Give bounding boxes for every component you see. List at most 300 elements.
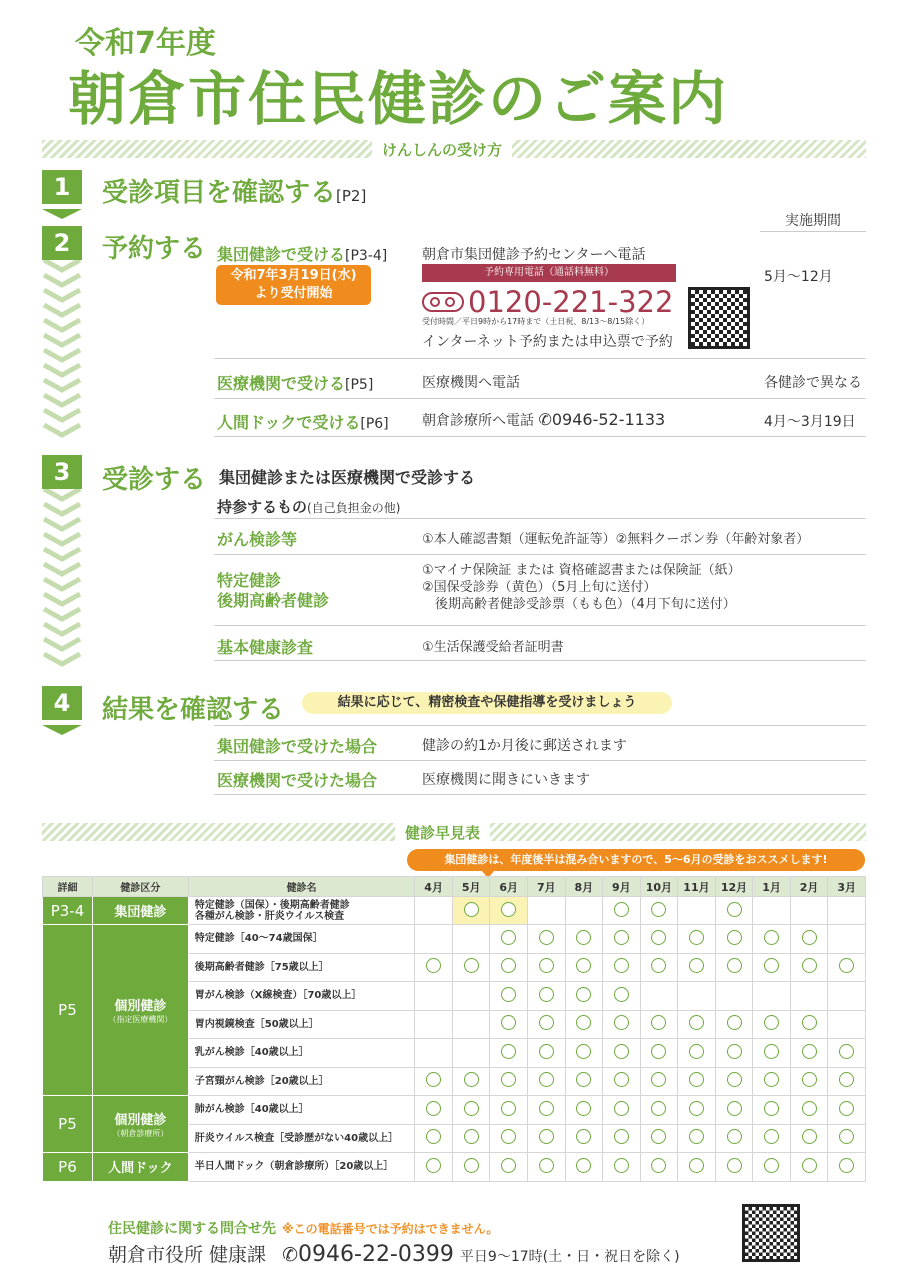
month-cell — [565, 1039, 603, 1068]
available-mark — [802, 958, 817, 973]
available-mark — [501, 902, 516, 917]
available-mark — [614, 1129, 629, 1144]
month-cell — [828, 897, 866, 925]
month-cell — [753, 1153, 791, 1182]
available-mark — [501, 987, 516, 1002]
available-mark — [426, 1129, 441, 1144]
row-name: 特定健診［40～74歳国保］ — [188, 925, 415, 954]
available-mark — [576, 958, 591, 973]
month-header: 8月 — [565, 877, 603, 897]
available-mark — [539, 987, 554, 1002]
month-cell — [415, 1124, 453, 1153]
schedule-table — [42, 876, 866, 1182]
available-mark — [764, 1044, 779, 1059]
month-cell — [603, 1124, 641, 1153]
header-name: 健診名 — [188, 877, 415, 897]
available-mark — [539, 930, 554, 945]
available-mark — [802, 1044, 817, 1059]
month-cell — [565, 897, 603, 925]
table-row — [43, 1096, 866, 1125]
group-reserve-label: 集団健診で受ける[P3-4] — [217, 245, 388, 264]
month-cell — [415, 1096, 453, 1125]
row-name: 後期高齢者健診［75歳以上］ — [188, 953, 415, 982]
month-header: 10月 — [640, 877, 678, 897]
row-name: 胃がん検診（X線検査）［70歳以上］ — [188, 982, 415, 1011]
month-cell — [528, 1039, 566, 1068]
result-group-desc: 健診の約1か月後に郵送されます — [422, 738, 627, 754]
month-cell — [565, 1096, 603, 1125]
available-mark — [802, 930, 817, 945]
month-cell — [828, 1010, 866, 1039]
month-cell — [528, 897, 566, 925]
month-cell — [715, 982, 753, 1011]
web-reserve-text: インターネット予約または申込票で予約 — [422, 334, 673, 350]
phone-icon: ✆ — [282, 1244, 299, 1266]
month-header: 1月 — [753, 877, 791, 897]
available-mark — [576, 930, 591, 945]
month-cell — [715, 897, 753, 925]
row-name: 特定健診（国保）・後期高齢者健診 各種がん検診・肝炎ウイルス検査 — [188, 897, 415, 925]
month-cell — [452, 897, 490, 925]
available-mark — [539, 1158, 554, 1173]
available-mark — [839, 1158, 854, 1173]
row-name: 半日人間ドック（朝倉診療所）［20歳以上］ — [188, 1153, 415, 1182]
month-cell — [528, 1124, 566, 1153]
month-cell — [603, 1153, 641, 1182]
specific-checkup-items: ①マイナ保険証 または 資格確認書または保険証（紙） ②国保受診券（黄色）（5月上旬に送付） 後期高齢者健診受診票（もも色）（4月下旬に送付） — [422, 563, 741, 612]
step3-title: 受診する — [102, 465, 207, 495]
available-mark — [539, 1015, 554, 1030]
available-mark — [426, 1158, 441, 1173]
available-mark — [802, 1101, 817, 1116]
available-mark — [839, 1129, 854, 1144]
reception-start-badge: 令和7年3月19日(水) より受付開始 — [216, 265, 371, 305]
contact-phone[interactable]: 0946-22-0399 — [298, 1242, 454, 1267]
available-mark — [802, 1072, 817, 1087]
month-cell — [603, 925, 641, 954]
available-mark — [802, 1158, 817, 1173]
month-header: 11月 — [678, 877, 716, 897]
month-cell — [415, 1067, 453, 1096]
dock-reserve-label: 人間ドックで受ける[P6] — [217, 413, 389, 432]
month-cell — [640, 1010, 678, 1039]
month-cell — [790, 1039, 828, 1068]
month-cell — [715, 1153, 753, 1182]
available-mark — [689, 930, 704, 945]
month-cell — [452, 1039, 490, 1068]
month-cell — [565, 982, 603, 1011]
contact-hours: 平日9～17時(土・日・祝日を除く) — [459, 1249, 680, 1265]
available-mark — [727, 1101, 742, 1116]
month-cell — [490, 1010, 528, 1039]
step3-lead: 集団健診または医療機関で受診する — [219, 468, 476, 487]
month-cell — [565, 953, 603, 982]
row-name: 肝炎ウイルス検査［受診歴がない40歳以上］ — [188, 1124, 415, 1153]
dedicated-phone-label: 予約専用電話（通話料無料） — [422, 264, 676, 282]
phone-icon: ✆ — [538, 410, 552, 429]
available-mark — [839, 1044, 854, 1059]
available-mark — [727, 1129, 742, 1144]
available-mark — [501, 1158, 516, 1173]
qr-code-icon[interactable] — [688, 287, 750, 349]
month-cell — [603, 1039, 641, 1068]
month-cell — [715, 1039, 753, 1068]
month-cell — [415, 925, 453, 954]
month-cell — [715, 1096, 753, 1125]
month-cell — [528, 1067, 566, 1096]
month-header: 6月 — [490, 877, 528, 897]
table-row — [43, 897, 866, 925]
month-cell — [452, 953, 490, 982]
basic-checkup-label: 基本健康診査 — [217, 638, 314, 657]
available-mark — [727, 1015, 742, 1030]
month-header: 9月 — [603, 877, 641, 897]
available-mark — [614, 958, 629, 973]
month-header: 12月 — [715, 877, 753, 897]
available-mark — [689, 1072, 704, 1087]
month-cell — [415, 897, 453, 925]
available-mark — [539, 958, 554, 973]
month-cell — [753, 925, 791, 954]
month-cell — [490, 897, 528, 925]
row-detail[interactable]: P3-4 — [43, 897, 93, 925]
row-category: 個別健診 （朝倉診療所） — [92, 1096, 188, 1153]
month-cell — [828, 982, 866, 1011]
month-cell — [452, 925, 490, 954]
header-year: 令和7年度 — [75, 26, 216, 61]
clinic-reserve-desc: 医療機関へ電話 — [422, 375, 520, 391]
month-cell — [603, 953, 641, 982]
available-mark — [614, 902, 629, 917]
available-mark — [651, 1158, 666, 1173]
basic-checkup-items: ①生活保護受給者証明書 — [422, 640, 564, 655]
month-cell — [528, 1010, 566, 1039]
month-cell — [640, 925, 678, 954]
month-cell — [490, 925, 528, 954]
available-mark — [727, 1158, 742, 1173]
month-cell — [490, 1039, 528, 1068]
month-cell — [640, 1124, 678, 1153]
month-cell — [452, 1096, 490, 1125]
month-cell — [452, 982, 490, 1011]
month-cell — [828, 953, 866, 982]
row-category: 人間ドック — [92, 1153, 188, 1182]
month-cell — [753, 1010, 791, 1039]
month-cell — [528, 953, 566, 982]
available-mark — [614, 1044, 629, 1059]
available-mark — [614, 930, 629, 945]
row-category: 個別健診 （指定医療機関） — [92, 925, 188, 1096]
contact-heading: 住民健診に関する問合せ先 ※この電話番号では予約はできません。 — [108, 1221, 499, 1237]
month-cell — [640, 1096, 678, 1125]
row-name: 乳がん検診［40歳以上］ — [188, 1039, 415, 1068]
result-group-label: 集団健診で受けた場合 — [217, 737, 378, 756]
month-cell — [415, 982, 453, 1011]
available-mark — [727, 1072, 742, 1087]
result-clinic-desc: 医療機関に聞きにいきます — [422, 772, 590, 788]
month-header: 4月 — [415, 877, 453, 897]
available-mark — [764, 1158, 779, 1173]
row-name: 子宮頸がん検診［20歳以上］ — [188, 1067, 415, 1096]
month-cell — [828, 1067, 866, 1096]
month-header: 5月 — [452, 877, 490, 897]
month-cell — [565, 1153, 603, 1182]
step-marker-4: 4 — [42, 686, 82, 739]
available-mark — [464, 1129, 479, 1144]
month-cell — [603, 982, 641, 1011]
step-marker-2: 2 — [42, 226, 82, 449]
month-cell — [828, 1039, 866, 1068]
available-mark — [576, 1129, 591, 1144]
schedule-notice: 集団健診は、年度後半は混み合いますので、5～6月の受診をおススメします! — [407, 849, 865, 871]
row-detail[interactable]: P5 — [43, 1096, 93, 1153]
month-cell — [678, 1067, 716, 1096]
group-reserve-desc: 朝倉市集団健診予約センターへ電話 — [422, 247, 646, 263]
dock-reserve-desc: 朝倉診療所へ電話 ✆0946-52-1133 — [422, 410, 666, 429]
month-cell — [678, 1010, 716, 1039]
available-mark — [651, 1044, 666, 1059]
month-cell — [490, 1096, 528, 1125]
month-cell — [790, 1153, 828, 1182]
available-mark — [651, 1072, 666, 1087]
reception-hours: 受付時間／平日9時から17時まで（土日祝、8/13～8/15除く） — [422, 317, 650, 326]
available-mark — [839, 958, 854, 973]
available-mark — [614, 1072, 629, 1087]
month-cell — [753, 982, 791, 1011]
available-mark — [501, 930, 516, 945]
available-mark — [651, 958, 666, 973]
available-mark — [689, 1101, 704, 1116]
available-mark — [576, 1072, 591, 1087]
month-cell — [603, 897, 641, 925]
available-mark — [839, 1072, 854, 1087]
available-mark — [501, 958, 516, 973]
available-mark — [764, 930, 779, 945]
month-cell — [452, 1067, 490, 1096]
table-row — [43, 925, 866, 954]
month-cell — [753, 1067, 791, 1096]
available-mark — [501, 1044, 516, 1059]
available-mark — [576, 1101, 591, 1116]
dock-phone[interactable]: 0946-52-1133 — [551, 410, 666, 429]
available-mark — [802, 1129, 817, 1144]
month-cell — [715, 925, 753, 954]
contact-line — [108, 1240, 680, 1267]
month-cell — [603, 1010, 641, 1039]
month-cell — [790, 1124, 828, 1153]
available-mark — [614, 987, 629, 1002]
available-mark — [614, 1101, 629, 1116]
month-cell — [565, 1124, 603, 1153]
row-name: 肺がん検診［40歳以上］ — [188, 1096, 415, 1125]
month-cell — [790, 1096, 828, 1125]
month-cell — [490, 1067, 528, 1096]
available-mark — [614, 1158, 629, 1173]
available-mark — [802, 1015, 817, 1030]
free-dial-icon — [422, 292, 464, 312]
available-mark — [539, 1072, 554, 1087]
month-cell — [452, 1124, 490, 1153]
chevron-trail — [42, 260, 82, 445]
available-mark — [576, 1015, 591, 1030]
month-cell — [790, 1067, 828, 1096]
chevron-trail — [42, 489, 82, 674]
advice-bubble: 結果に応じて、精密検査や保健指導を受けましょう — [302, 692, 672, 714]
footer-qr-code-icon[interactable] — [742, 1204, 800, 1262]
step1-title: 受診項目を確認する[P2] — [102, 178, 367, 208]
month-cell — [452, 1153, 490, 1182]
month-cell — [753, 1124, 791, 1153]
month-cell — [678, 982, 716, 1011]
month-cell — [640, 1067, 678, 1096]
contact-office: 朝倉市役所 健康課 — [108, 1244, 267, 1266]
month-cell — [715, 1067, 753, 1096]
available-mark — [651, 930, 666, 945]
month-cell — [828, 1096, 866, 1125]
available-mark — [689, 1158, 704, 1173]
month-header: 3月 — [828, 877, 866, 897]
available-mark — [464, 958, 479, 973]
month-cell — [678, 1153, 716, 1182]
step2-title: 予約する — [102, 234, 207, 264]
clinic-period: 各健診で異なる — [764, 375, 862, 391]
available-mark — [501, 1101, 516, 1116]
dock-period: 4月～3月19日 — [764, 414, 856, 430]
available-mark — [689, 1044, 704, 1059]
available-mark — [727, 958, 742, 973]
month-cell — [678, 1096, 716, 1125]
section-label: けんしんの受け方 — [372, 139, 512, 160]
step-marker-3: 3 — [42, 455, 82, 678]
header-category: 健診区分 — [92, 877, 188, 897]
cancer-checkup-label: がん検診等 — [217, 530, 298, 549]
month-cell — [753, 953, 791, 982]
available-mark — [614, 1015, 629, 1030]
step4-title: 結果を確認する — [102, 695, 285, 725]
month-cell — [565, 925, 603, 954]
row-category: 集団健診 — [92, 897, 188, 925]
month-cell — [603, 1067, 641, 1096]
month-cell — [715, 1010, 753, 1039]
schedule-title: 健診早見表 — [395, 822, 490, 843]
available-mark — [839, 1101, 854, 1116]
available-mark — [651, 1015, 666, 1030]
month-cell — [678, 1124, 716, 1153]
month-cell — [640, 1153, 678, 1182]
month-cell — [415, 1039, 453, 1068]
month-cell — [565, 1067, 603, 1096]
month-cell — [490, 982, 528, 1011]
row-detail[interactable]: P6 — [43, 1153, 93, 1182]
month-cell — [753, 897, 791, 925]
available-mark — [576, 987, 591, 1002]
month-cell — [415, 953, 453, 982]
available-mark — [727, 930, 742, 945]
available-mark — [764, 1101, 779, 1116]
month-cell — [753, 1039, 791, 1068]
available-mark — [576, 1158, 591, 1173]
month-cell — [678, 953, 716, 982]
available-mark — [464, 1072, 479, 1087]
available-mark — [651, 1129, 666, 1144]
month-cell — [715, 1124, 753, 1153]
month-cell — [790, 925, 828, 954]
available-mark — [651, 902, 666, 917]
available-mark — [764, 1129, 779, 1144]
month-cell — [490, 1153, 528, 1182]
header-detail: 詳細 — [43, 877, 93, 897]
available-mark — [501, 1129, 516, 1144]
month-header: 7月 — [528, 877, 566, 897]
available-mark — [727, 1044, 742, 1059]
month-cell — [528, 1153, 566, 1182]
available-mark — [501, 1015, 516, 1030]
month-cell — [790, 982, 828, 1011]
available-mark — [689, 1129, 704, 1144]
available-mark — [764, 958, 779, 973]
row-detail[interactable]: P5 — [43, 925, 93, 1096]
available-mark — [689, 1015, 704, 1030]
available-mark — [764, 1072, 779, 1087]
month-header: 2月 — [790, 877, 828, 897]
month-cell — [603, 1096, 641, 1125]
available-mark — [539, 1129, 554, 1144]
available-mark — [464, 902, 479, 917]
available-mark — [426, 1101, 441, 1116]
month-cell — [528, 1096, 566, 1125]
month-cell — [828, 925, 866, 954]
month-cell — [528, 925, 566, 954]
month-cell — [790, 953, 828, 982]
step-marker-1: 1 — [42, 170, 82, 223]
available-mark — [426, 1072, 441, 1087]
available-mark — [539, 1044, 554, 1059]
free-dial-number[interactable]: 0120-221-322 — [422, 283, 682, 315]
month-cell — [790, 1010, 828, 1039]
specific-checkup-label: 特定健診 後期高齢者健診 — [217, 571, 330, 610]
clinic-reserve-label: 医療機関で受ける[P5] — [217, 374, 374, 393]
month-cell — [753, 1096, 791, 1125]
row-name: 胃内視鏡検査［50歳以上］ — [188, 1010, 415, 1039]
available-mark — [576, 1044, 591, 1059]
period-header: 実施期間 — [760, 210, 866, 232]
month-cell — [490, 1124, 528, 1153]
month-cell — [640, 897, 678, 925]
table-row — [43, 1153, 866, 1182]
month-cell — [565, 1010, 603, 1039]
month-cell — [490, 953, 528, 982]
available-mark — [727, 902, 742, 917]
bring-heading: 持参するもの(自己負担金の他) — [217, 498, 401, 516]
available-mark — [764, 1015, 779, 1030]
month-cell — [678, 897, 716, 925]
month-cell — [678, 925, 716, 954]
month-cell — [640, 1039, 678, 1068]
available-mark — [501, 1072, 516, 1087]
month-cell — [528, 982, 566, 1011]
available-mark — [464, 1158, 479, 1173]
month-cell — [678, 1039, 716, 1068]
month-cell — [828, 1124, 866, 1153]
available-mark — [539, 1101, 554, 1116]
result-clinic-label: 医療機関で受けた場合 — [217, 771, 378, 790]
month-cell — [415, 1153, 453, 1182]
available-mark — [651, 1101, 666, 1116]
page-title: 朝倉市住民健診のご案内 — [68, 65, 729, 133]
month-cell — [415, 1010, 453, 1039]
cancer-checkup-items: ①本人確認書類（運転免許証等）②無料クーポン券（年齢対象者） — [422, 532, 810, 547]
month-cell — [640, 982, 678, 1011]
